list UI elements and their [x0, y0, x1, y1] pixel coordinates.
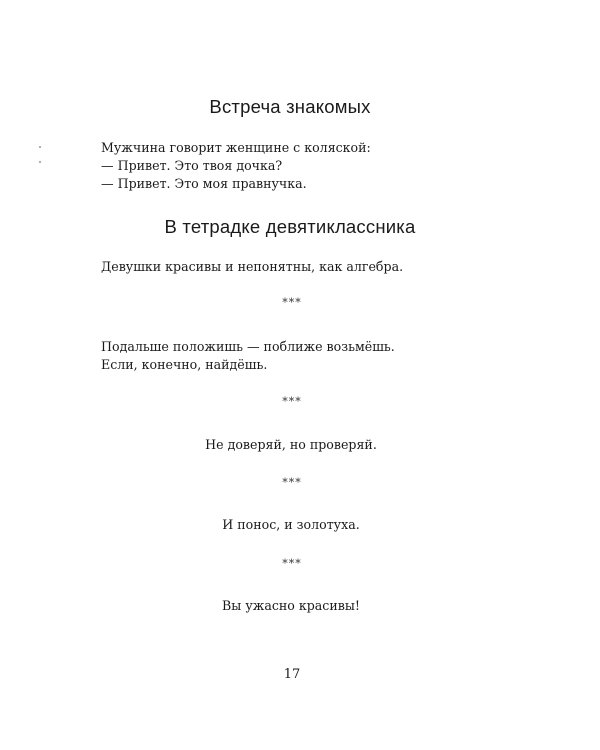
separator-stars: *** — [282, 476, 302, 489]
entry-text: И понос, и золотуха. — [222, 517, 360, 532]
margin-mark — [39, 146, 41, 148]
dialogue-line: Мужчина говорит женщине с коляской: — [101, 140, 371, 155]
separator-stars: *** — [282, 395, 302, 408]
dialogue-line: — Привет. Это твоя дочка? — [101, 158, 283, 173]
separator-stars: *** — [282, 557, 302, 570]
margin-mark — [39, 161, 41, 163]
entry-text: Вы ужасно красивы! — [222, 598, 360, 613]
entry-text: Девушки красивы и непонятны, как алгебра. — [101, 259, 404, 274]
separator-stars: *** — [282, 296, 302, 309]
section-title-notebook: В тетрадке девятиклассника — [164, 216, 416, 237]
page-number: 17 — [283, 667, 301, 682]
entry-text: Не доверяй, но проверяй. — [205, 437, 377, 452]
section-title-meeting: Встреча знакомых — [209, 96, 371, 117]
entry-text: Подальше положишь — поближе возьмёшь. — [101, 339, 395, 354]
entry-text: Если, конечно, найдёшь. — [101, 357, 268, 372]
dialogue-line: — Привет. Это моя правнучка. — [101, 176, 307, 191]
